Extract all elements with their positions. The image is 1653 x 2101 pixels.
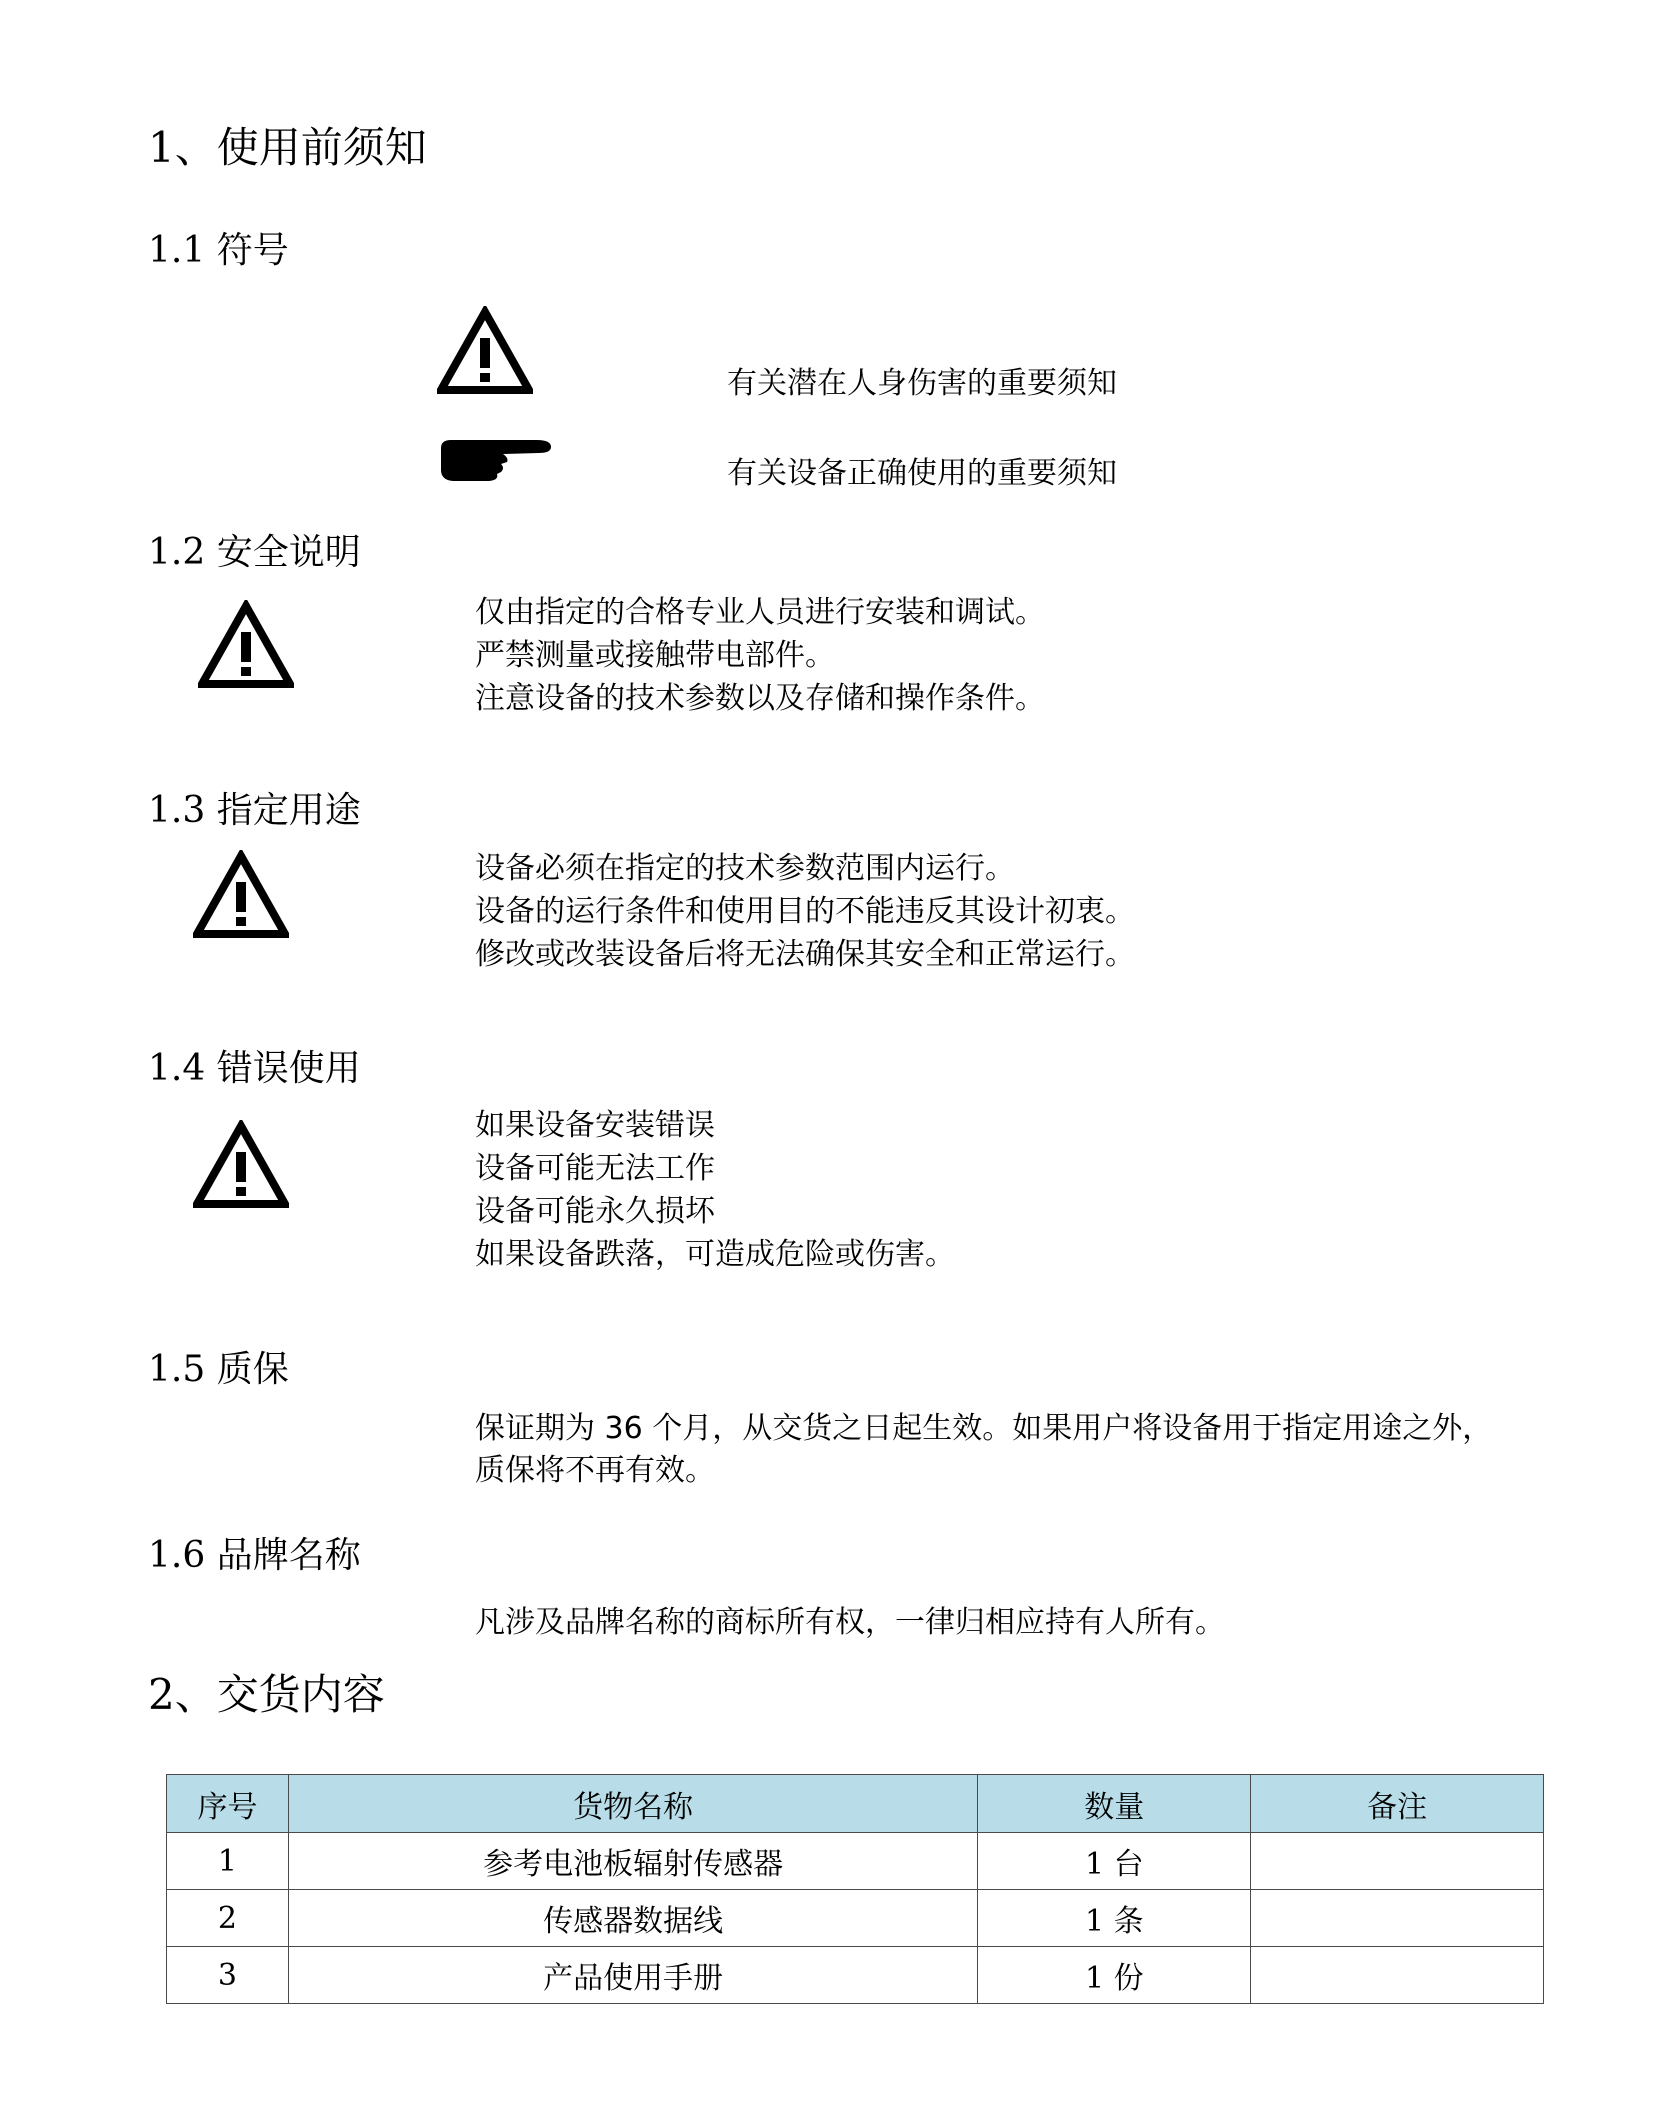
- safety-instructions: [475, 591, 1045, 720]
- misuse-line: 如果设备安装错误: [475, 1108, 715, 1143]
- table-cell: [1251, 1890, 1544, 1947]
- heading-1-3-intended-use: 1.3 指定用途: [148, 790, 361, 831]
- warning-triangle-icon: [437, 306, 533, 396]
- table-header-row: [167, 1775, 1544, 1833]
- intended-use-line: 修改或改装设备后将无法确保其安全和正常运行。: [475, 937, 1135, 972]
- safety-line: 严禁测量或接触带电部件。: [475, 638, 835, 673]
- table-row: [167, 1833, 1544, 1890]
- misuse-line: 设备可能无法工作: [475, 1151, 715, 1186]
- symbol-hand-text: 有关设备正确使用的重要须知: [727, 456, 1117, 491]
- table-cell: [1251, 1833, 1544, 1890]
- table-cell: 1 份: [978, 1947, 1251, 2004]
- section-1-title: 1、使用前须知: [148, 123, 427, 172]
- heading-1-5-warranty: 1.5 质保: [148, 1349, 289, 1390]
- intended-use-line: 设备的运行条件和使用目的不能违反其设计初衷。: [475, 894, 1135, 929]
- warranty-text: 保证期为 36 个月，从交货之日起生效。如果用户将设备用于指定用途之外，质保将不再有效。: [475, 1411, 1493, 1488]
- table-cell: 1 条: [978, 1890, 1251, 1947]
- misuse-line: 设备可能永久损坏: [475, 1194, 715, 1229]
- pointing-hand-icon: [437, 434, 553, 484]
- section-2-title: 2、交货内容: [148, 1670, 385, 1719]
- table-cell: 产品使用手册: [288, 1947, 977, 2004]
- table-cell: 1 台: [978, 1833, 1251, 1890]
- intended-use-line: 设备必须在指定的技术参数范围内运行。: [475, 851, 1015, 886]
- warning-triangle-icon: [198, 600, 294, 690]
- table-row: [167, 1947, 1544, 2004]
- warning-triangle-icon: [193, 850, 289, 940]
- heading-1-4-misuse: 1.4 错误使用: [148, 1048, 361, 1089]
- warning-triangle-icon: [193, 1120, 289, 1210]
- misuse-line: 如果设备跌落，可造成危险或伤害。: [475, 1237, 955, 1272]
- header-cell: 序号: [167, 1775, 289, 1833]
- heading-1-2-safety: 1.2 安全说明: [148, 532, 361, 573]
- table-cell: 参考电池板辐射传感器: [288, 1833, 977, 1890]
- delivery-table: [166, 1774, 1544, 2004]
- table-row: [167, 1890, 1544, 1947]
- symbol-warning-text: 有关潜在人身伤害的重要须知: [727, 366, 1117, 401]
- heading-1-6-brand: 1.6 品牌名称: [148, 1535, 361, 1576]
- table-cell: 3: [167, 1947, 289, 2004]
- header-cell: 数量: [978, 1775, 1251, 1833]
- heading-1-1-symbols: 1.1 符号: [148, 230, 289, 271]
- safety-line: 仅由指定的合格专业人员进行安装和调试。: [475, 595, 1045, 630]
- table-cell: 2: [167, 1890, 289, 1947]
- header-cell: 货物名称: [288, 1775, 977, 1833]
- table-cell: [1251, 1947, 1544, 2004]
- misuse-text: [475, 1104, 955, 1276]
- header-cell: 备注: [1251, 1775, 1544, 1833]
- table-cell: 1: [167, 1833, 289, 1890]
- safety-line: 注意设备的技术参数以及存储和操作条件。: [475, 681, 1045, 716]
- table-cell: 传感器数据线: [288, 1890, 977, 1947]
- brand-text: 凡涉及品牌名称的商标所有权，一律归相应持有人所有。: [475, 1605, 1225, 1640]
- intended-use-text: [475, 847, 1135, 976]
